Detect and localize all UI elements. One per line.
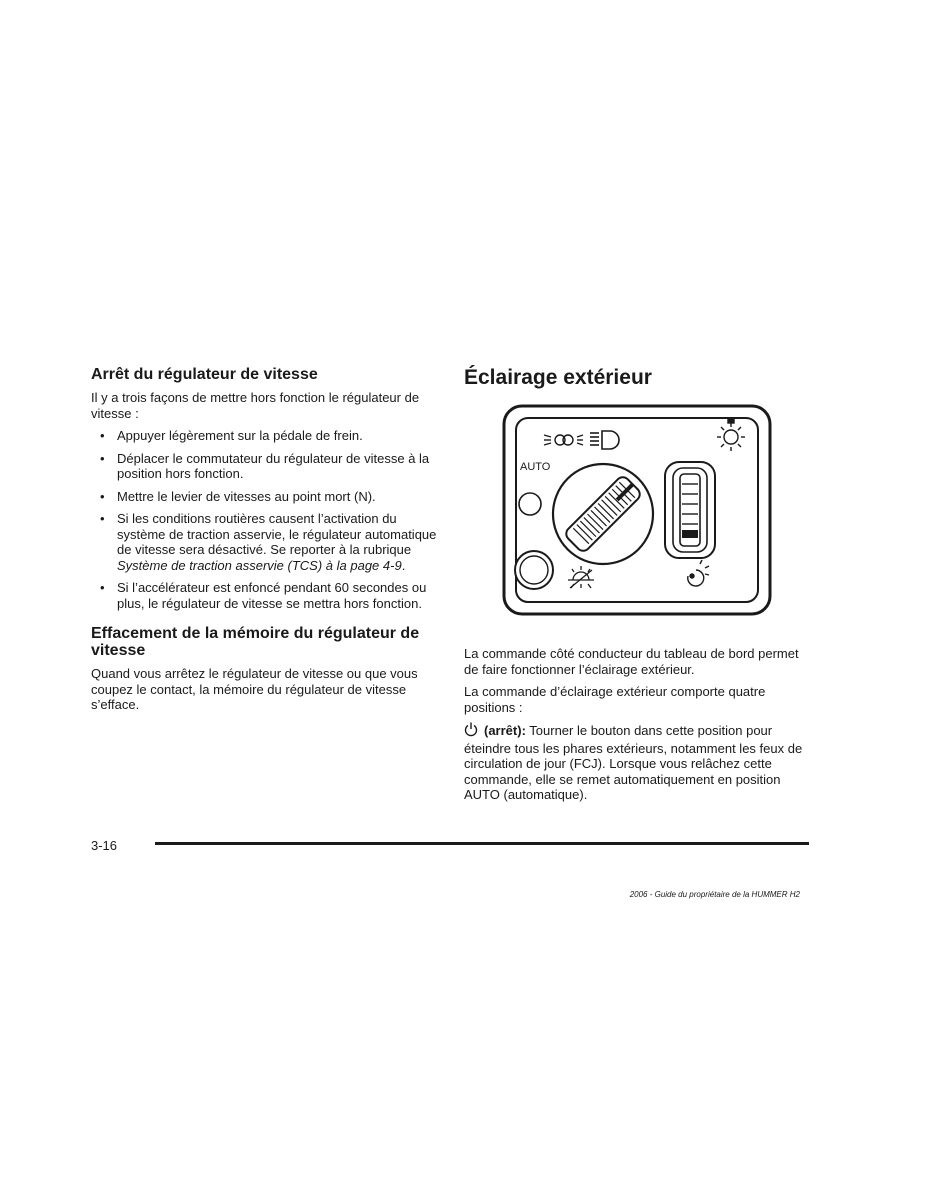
indicator-light — [519, 493, 541, 515]
positions-intro: La commande d’éclairage extérieur comporte quatre positions : — [464, 684, 766, 715]
power-icon — [464, 722, 478, 741]
headlamp-rotary-knob[interactable] — [553, 464, 653, 564]
left-column — [91, 366, 443, 720]
parking-lamp-icon — [544, 435, 583, 445]
list-item: • Appuyer légèrement sur la pédale de frein. — [100, 428, 363, 443]
cruise-off-list — [91, 428, 443, 611]
list-item: • Si l’accélérateur est enfoncé pendant 60 secondes ou plus, le régulateur de vitesse se mettra hors fonction. — [100, 580, 427, 611]
list-item: • Mettre le levier de vitesses au point mort (N). — [100, 488, 376, 504]
list-item: • Si les conditions routières causent l’activation du système de traction asservie, le régulateur automatique de vitesse sera désactivé. Se reporter à la rubrique Système de traction asservie (TCS) à la page 4-9. — [100, 511, 437, 573]
footer-credit: 2006 - Guide du propriétaire de la HUMMER H2 — [629, 890, 800, 899]
page-title: Éclairage extérieur — [464, 366, 652, 389]
right-column — [464, 366, 814, 810]
list-item: • Déplacer le commutateur du régulateur de vitesse à la position hors fonction. — [100, 450, 430, 481]
heading-memory-clear: Effacement de la mémoire du régulateur de vitesse — [91, 625, 420, 659]
intro-paragraph: Il y a trois façons de mettre hors fonction le régulateur de vitesse : — [91, 390, 420, 421]
heading-cruise-off: Arrêt du régulateur de vitesse — [91, 366, 318, 383]
memory-paragraph: Quand vous arrêtez le régulateur de vitesse ou que vous coupez le contact, la mémoire du régulateur de vitesse s’efface. — [91, 666, 418, 712]
cross-reference-link[interactable]: Système de traction asservie (TCS) à la page 4-9 — [117, 557, 402, 573]
headlamp-switch-illustration — [502, 404, 772, 616]
footer-divider — [155, 842, 809, 845]
bullet-icon: • — [100, 580, 105, 595]
dimmer-thumbwheel[interactable] — [665, 462, 715, 558]
bullet-icon: • — [100, 511, 105, 526]
off-position-description: (arrêt): Tourner le bouton dans cette position pour éteindre tous les phares extérieurs, notamment les feux de circulation de jour (FCJ). Lorsque vous relâchez cette commande, elle se remet automatiquement en position AUTO (automatique). — [464, 723, 803, 802]
page-number: 3-16 — [91, 838, 118, 853]
control-description: La commande côté conducteur du tableau de bord permet de faire fonctionner l’éclairage extérieur. — [464, 646, 799, 677]
bullet-icon: • — [100, 428, 105, 443]
bullet-icon: • — [100, 450, 105, 466]
fog-lamp-button[interactable] — [515, 551, 553, 589]
bullet-icon: • — [100, 488, 105, 504]
auto-label: AUTO — [520, 461, 551, 473]
off-term: (arrêt): — [484, 723, 526, 738]
lighting-control-diagram — [502, 404, 772, 616]
